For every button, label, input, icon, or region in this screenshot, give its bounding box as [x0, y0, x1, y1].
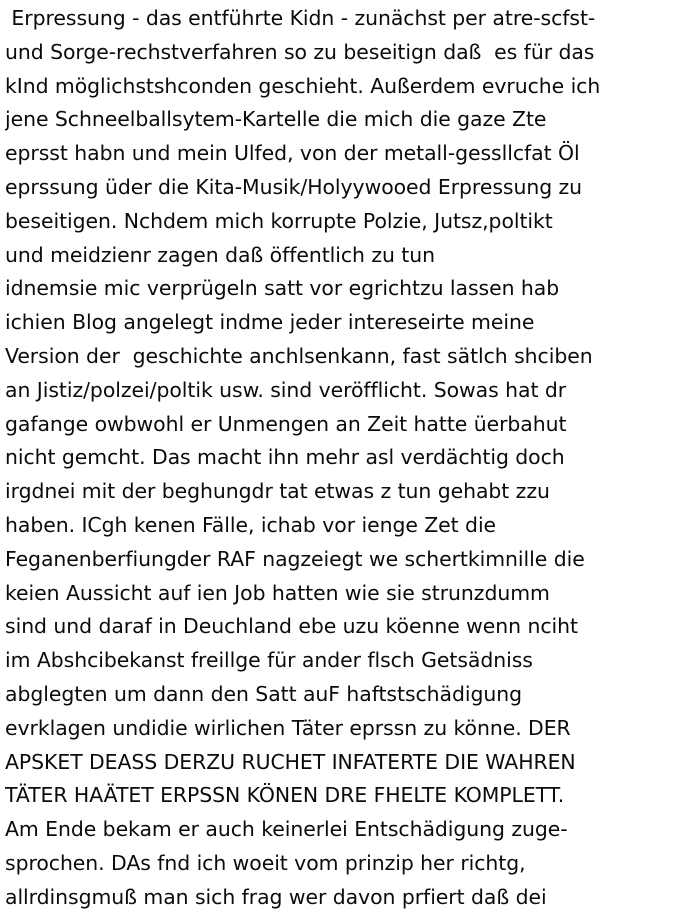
text-line: nicht gemcht. Das macht ihn mehr asl verdächtig doch [5, 445, 565, 470]
text-line: gafange owbwohl er Unmengen an Zeit hatte üerbahut [5, 411, 567, 436]
text-line: TÄTER HAÄTET ERPSSN KÖNEN DRE FHELTE KOMPLETT. [5, 783, 565, 808]
text-line: im Abshcibekanst freillge für ander flsch Getsädniss [5, 648, 533, 673]
text-line: eprsst habn und mein Ulfed, von der metall-gessllcfat Öl [5, 141, 580, 166]
text-line: Erpressung - das entführte Kidn - zunächst per atre-scfst- [5, 6, 596, 30]
text-line: haben. ICgh kenen Fälle, ichab vor ienge Zet die [5, 512, 497, 537]
text-line: Am Ende bekam er auch keinerlei Entschädigung zuge- [5, 817, 568, 842]
text-line: ichien Blog angelegt indme jeder intereseirte meine [5, 310, 535, 335]
text-line: an Jistiz/polzei/poltik usw. sind veröfflicht. Sowas hat dr [5, 377, 567, 402]
text-line: evrklagen undidie wirlichen Täter eprssn zu könne. DER [5, 715, 571, 740]
text-line: eprssung üder die Kita-Musik/Holyywooed Erpressung zu [5, 174, 583, 199]
text-line: idnemsie mic verprügeln satt vor egrichtzu lassen hab [5, 276, 560, 301]
text-line: jene Schneelballsytem-Kartelle die mich die gaze Zte [5, 107, 547, 132]
text-line: sprochen. DAs fnd ich woeit vom prinzip her richtg, [5, 850, 526, 875]
text-line: allrdinsgmuß man sich frag wer davon prfiert daß dei [5, 884, 547, 909]
text-line: kInd möglichstshconden geschieht. Außerdem evruche ich [5, 73, 601, 98]
text-line: und Sorge-rechstverfahren so zu beseitign daß es für das [5, 39, 595, 64]
text-line: und meidzienr zagen daß öffentlich zu tun [5, 242, 435, 267]
text-line: Feganenberfiungder RAF nagzeiegt we schertkimnille die [5, 546, 585, 571]
text-line: APSKET DEASS DERZU RUCHET INFATERTE DIE WAHREN [5, 749, 576, 774]
body-text [5, 2, 681, 915]
text-line: sind und daraf in Deuchland ebe uzu köenne wenn nciht [5, 614, 578, 639]
text-line: irgdnei mit der beghungdr tat etwas z tun gehabt zzu [5, 479, 550, 504]
text-line: abglegten um dann den Satt auF haftstschädigung [5, 681, 523, 706]
text-line: beseitigen. Nchdem mich korrupte Polzie, Jutsz,poltikt [5, 208, 553, 233]
text-line: keien Aussicht auf ien Job hatten wie sie strunzdumm [5, 580, 550, 605]
text-line: Version der geschichte anchlsenkann, fast sätlch shciben [5, 343, 593, 368]
